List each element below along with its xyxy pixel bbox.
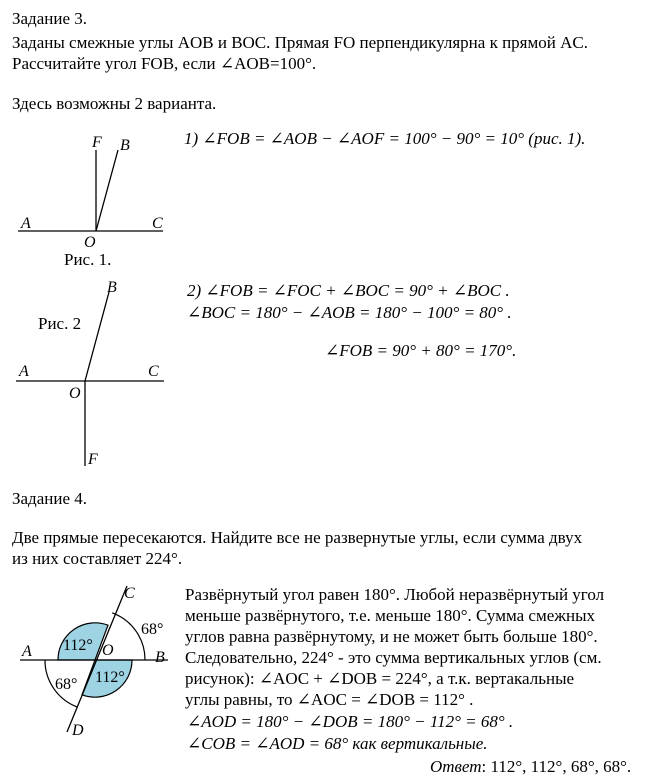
fig1-caption: Рис. 1. — [64, 250, 112, 269]
fig1-ray-ob — [96, 150, 118, 231]
fig2-label-c: C — [148, 363, 159, 380]
task4-text-line3: углов равна развёрнутому, и не может быть больше 180°. — [185, 627, 598, 646]
fig1-label-b: B — [120, 137, 130, 154]
fig3-label-c: C — [124, 585, 135, 602]
task4-text-line6: углы равны, то ∠AOC = ∠DOB = 112° . — [185, 690, 474, 709]
fig3-angle-aod-label: 68° — [55, 676, 78, 693]
task4-text-line8: ∠COB = ∠AOD = 68° как вертикальные. — [187, 734, 488, 753]
task4-text-line7: ∠AOD = 180° − ∠DOB = 180° − 112° = 68° . — [187, 712, 514, 731]
fig2-ray-ob — [85, 292, 109, 381]
fig2-label-f: F — [88, 451, 98, 468]
task4-condition-line2: из них составляет 224°. — [12, 549, 183, 568]
task4-text-line4: Следовательно, 224° - это сумма вертикальных углов (см. — [185, 648, 602, 667]
task3-solution2-line2: ∠BOC = 180° − ∠AOB = 180° − 100° = 80° . — [187, 303, 512, 322]
figure-3 — [20, 585, 168, 739]
figure-2 — [16, 279, 164, 468]
fig3-angle-cob-label: 68° — [141, 621, 164, 638]
fig1-label-f: F — [92, 134, 102, 151]
task4-text-line5: рисунок): ∠AOC + ∠DOB = 224°, а т.к. вертакальные — [185, 669, 575, 688]
fig2-label-o: O — [69, 385, 81, 402]
task3-solution2-line3: ∠FOB = 90° + 80° = 170°. — [325, 341, 517, 360]
task4-text-line2: меньше развёрнутого, т.е. меньше 180°. Сумма смежных — [185, 606, 596, 625]
task4-text-line1: Развёрнутый угол равен 180°. Любой неразвёрнутый угол — [185, 585, 605, 604]
fig3-angle-dob-label: 112° — [95, 669, 125, 686]
task4-condition-line1: Две прямые пересекаются. Найдите все не развернутые углы, если сумма двух — [12, 528, 583, 547]
fig2-label-a: A — [19, 363, 29, 380]
fig3-label-a: A — [22, 643, 32, 660]
answer-label: Ответ — [430, 757, 482, 776]
task3-solution2-line1: 2) ∠FOB = ∠FOC + ∠BOC = 90° + ∠BOC . — [187, 281, 510, 300]
fig1-label-c: C — [152, 215, 163, 232]
task3-condition-line2: Рассчитайте угол FOB, если ∠AOB=100°. — [12, 54, 317, 73]
fig1-label-o: O — [84, 234, 96, 251]
task3-variants-note: Здесь возможны 2 варианта. — [12, 94, 217, 113]
task4-heading: Задание 4. — [12, 489, 87, 508]
fig3-label-o: O — [102, 642, 114, 659]
fig3-label-d: D — [72, 722, 84, 739]
answer-value: : 112°, 112°, 68°, 68°. — [481, 757, 632, 776]
task3-heading: Задание 3. — [12, 9, 87, 28]
fig3-label-b: B — [155, 649, 165, 666]
figure-1 — [18, 134, 163, 251]
fig1-label-a: A — [21, 215, 31, 232]
fig2-label-b: B — [107, 279, 117, 296]
task3-condition-line1: Заданы смежные углы AOB и BOC. Прямая FO перпендикулярна к прямой AC. — [12, 33, 588, 52]
fig3-angle-aoc-label: 112° — [63, 637, 93, 654]
task3-solution1: 1) ∠FOB = ∠AOB − ∠AOF = 100° − 90° = 10° (рис. 1). — [184, 129, 586, 148]
fig2-caption: Рис. 2 — [38, 314, 82, 333]
